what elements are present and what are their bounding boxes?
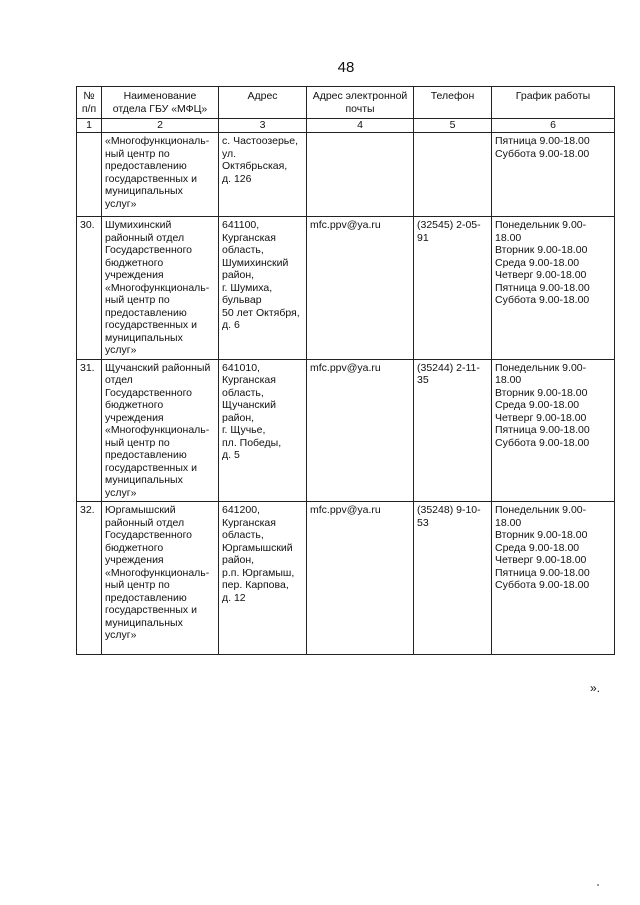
department-schedule: Понедельник 9.00- 18.00 Вторник 9.00-18.00 Среда 9.00-18.00 Четверг 9.00-18.00 Пятница 9.00-18.00 Суббота 9.00-18.00 — [492, 502, 615, 655]
department-phone — [414, 133, 492, 217]
header-email: Адрес электронной почты — [307, 87, 414, 119]
department-address: 641200, Курганская область, Юргамышский район, р.п. Юргамыш, пер. Карпова, д. 12 — [219, 502, 307, 655]
table-row — [77, 359, 615, 502]
row-number: 31. — [77, 359, 102, 502]
table-row — [77, 217, 615, 360]
column-number: 4 — [307, 119, 414, 133]
header-department-name: Наименование отдела ГБУ «МФЦ» — [102, 87, 219, 119]
page-number: 48 — [337, 59, 355, 76]
table-row — [77, 133, 615, 217]
column-numbers-row — [77, 119, 615, 133]
column-number: 6 — [492, 119, 615, 133]
table-header-row — [77, 87, 615, 119]
row-number: 32. — [77, 502, 102, 655]
header-address: Адрес — [219, 87, 307, 119]
mfc-departments-table — [76, 86, 615, 655]
department-schedule: Понедельник 9.00- 18.00 Вторник 9.00-18.00 Среда 9.00-18.00 Четверг 9.00-18.00 Пятница 9.00-18.00 Суббота 9.00-18.00 — [492, 359, 615, 502]
department-schedule: Понедельник 9.00- 18.00 Вторник 9.00-18.00 Среда 9.00-18.00 Четверг 9.00-18.00 Пятница 9.00-18.00 Суббота 9.00-18.00 — [492, 217, 615, 360]
department-name: Шумихинский районный отдел Государственного бюджетного учреждения «Многофункциональ- ный центр по предоставлению государственных и муниципальных услуг» — [102, 217, 219, 360]
department-phone: (35248) 9-10- 53 — [414, 502, 492, 655]
scan-speck — [597, 884, 599, 886]
department-name: Щучанский районный отдел Государственного бюджетного учреждения «Многофункциональ- ный центр по предоставлению государственных и муниципальных услуг» — [102, 359, 219, 502]
column-number: 3 — [219, 119, 307, 133]
column-number: 2 — [102, 119, 219, 133]
department-schedule: Пятница 9.00-18.00 Суббота 9.00-18.00 — [492, 133, 615, 217]
department-phone: (32545) 2-05- 91 — [414, 217, 492, 360]
department-address: с. Частоозерье, ул. Октябрьская, д. 126 — [219, 133, 307, 217]
department-email: mfc.ppv@ya.ru — [307, 502, 414, 655]
department-address: 641100, Курганская область, Шумихинский район, г. Шумиха, бульвар 50 лет Октября, д. 6 — [219, 217, 307, 360]
column-number: 5 — [414, 119, 492, 133]
department-name: «Многофункциональ- ный центр по предоставлению государственных и муниципальных услуг» — [102, 133, 219, 217]
department-email — [307, 133, 414, 217]
header-schedule: График работы — [492, 87, 615, 119]
department-email: mfc.ppv@ya.ru — [307, 217, 414, 360]
column-number: 1 — [77, 119, 102, 133]
department-address: 641010, Курганская область, Щучанский район, г. Щучье, пл. Победы, д. 5 — [219, 359, 307, 502]
closing-quote-mark: ». — [590, 681, 601, 695]
row-number — [77, 133, 102, 217]
row-number: 30. — [77, 217, 102, 360]
department-phone: (35244) 2-11- 35 — [414, 359, 492, 502]
table-row — [77, 502, 615, 655]
department-email: mfc.ppv@ya.ru — [307, 359, 414, 502]
header-number: № п/п — [77, 87, 102, 119]
department-name: Юргамышский районный отдел Государственного бюджетного учреждения «Многофункциональ- ный центр по предоставлению государственных и муниципальных услуг» — [102, 502, 219, 655]
header-phone: Телефон — [414, 87, 492, 119]
